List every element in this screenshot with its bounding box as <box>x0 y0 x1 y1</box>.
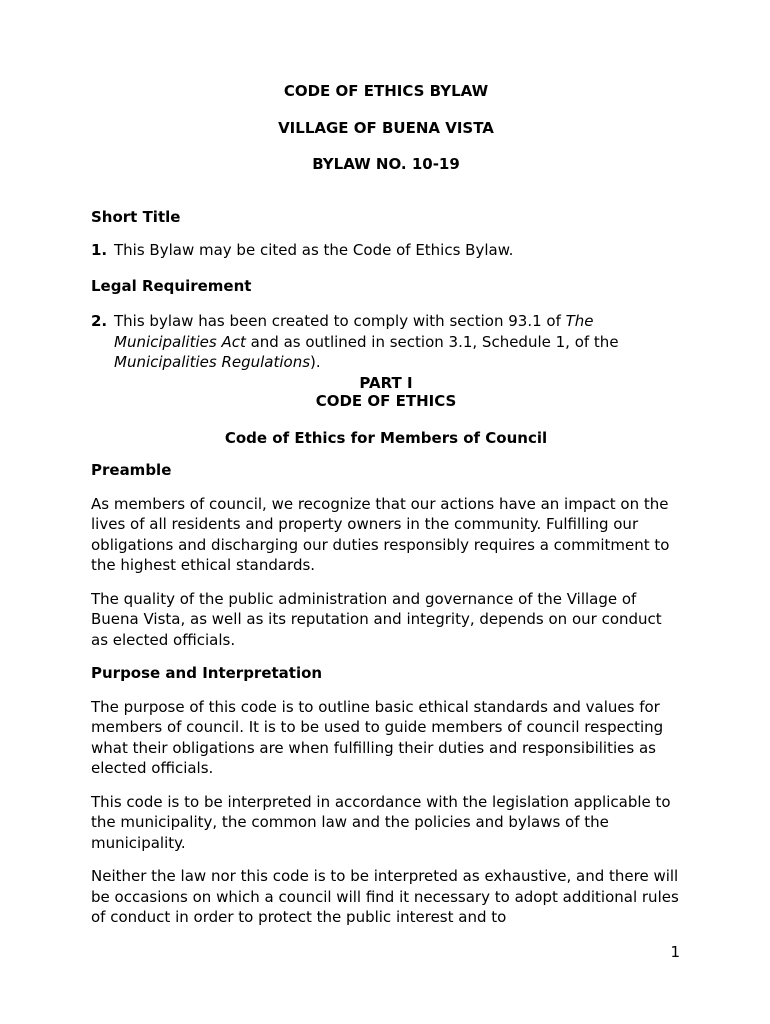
purpose-paragraph: This code is to be interpreted in accordance with the legislation applicable to the municipality, the common law and the policies and bylaws of the municipality. <box>91 792 671 852</box>
clause-2-number: 2. <box>91 312 108 330</box>
clause-2-text-part: and as outlined in section 3.1, Schedule 1, of the <box>245 332 619 351</box>
purpose-paragraph: Neither the law nor this code is to be interpreted as exhaustive, and there will be occasions on which a council will find it necessary to adopt additional rules of conduct in order to protect the public interest and to <box>91 867 679 926</box>
short-title-heading: Short Title <box>91 207 181 226</box>
municipality-name: VILLAGE OF BUENA VISTA <box>278 118 494 137</box>
clause-2 <box>91 311 681 373</box>
preamble-paragraph: As members of council, we recognize that our actions have an impact on the lives of all residents and property owners in the community. Fulfilling our obligations and discharging our duties responsibly requires a commitment to the highest ethical standards. <box>91 494 670 574</box>
clause-1-text: This Bylaw may be cited as the Code of Ethics Bylaw. <box>114 241 514 259</box>
clause-2-text <box>114 311 681 373</box>
part-number: PART I <box>359 373 413 392</box>
clause-1 <box>91 240 681 261</box>
legal-requirement-heading: Legal Requirement <box>91 276 252 295</box>
purpose-heading: Purpose and Interpretation <box>91 664 323 682</box>
preamble-heading: Preamble <box>91 461 172 479</box>
act-title: The Municipalities Act <box>114 312 594 351</box>
page-number: 1 <box>670 943 680 961</box>
bylaw-number: BYLAW NO. 10-19 <box>312 155 460 173</box>
document-title: CODE OF ETHICS BYLAW <box>283 82 489 100</box>
page-content <box>91 81 681 928</box>
clause-2-text-part: This bylaw has been created to comply with section 93.1 of <box>114 312 566 330</box>
section-title: Code of Ethics for Members of Council <box>224 428 548 447</box>
part-name: CODE OF ETHICS <box>315 392 457 410</box>
preamble-paragraph: The quality of the public administration and governance of the Village of Buena Vista, as well as its reputation and integrity, depends on our conduct as elected officials. <box>91 589 662 649</box>
regulations-title: Municipalities Regulations <box>114 353 311 371</box>
clause-2-text-part: ). <box>310 353 321 371</box>
purpose-paragraph: The purpose of this code is to outline basic ethical standards and values for members of council. It is to be used to guide members of council respecting what their obligations are when fulfilling their duties and responsibilities as elected officials. <box>91 697 664 777</box>
clause-1-number: 1. <box>91 241 108 259</box>
